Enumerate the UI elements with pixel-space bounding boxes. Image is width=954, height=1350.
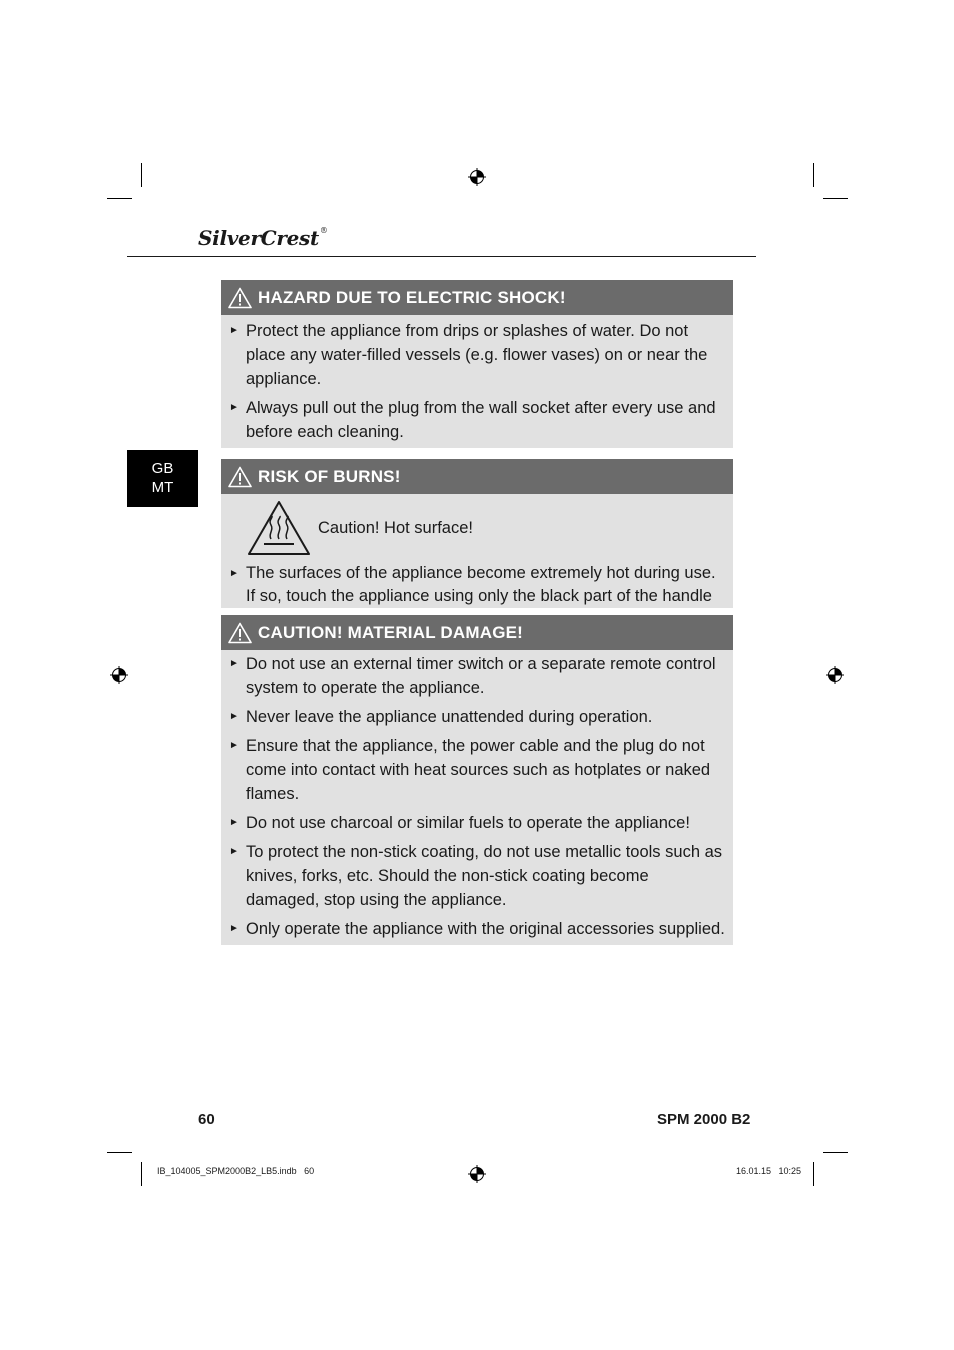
bullet-list — [221, 562, 733, 608]
crop-mark — [141, 163, 142, 187]
list-item: ► Never leave the appliance unattended during operation. — [221, 705, 733, 729]
brand-logo — [198, 226, 328, 250]
section-heading: CAUTION! MATERIAL DAMAGE! — [258, 622, 524, 642]
bullet-arrow-icon: ► — [229, 846, 239, 857]
trademark: ® — [319, 226, 328, 235]
list-item: ► Do not use an external timer switch or a separate remote control system to operate the appliance. — [221, 652, 733, 700]
bullet-arrow-icon: ► — [229, 923, 239, 934]
warning-header — [221, 615, 733, 650]
model-number: SPM 2000 B2 — [657, 1111, 751, 1128]
language-tab — [127, 450, 198, 507]
section-heading: RISK OF BURNS! — [258, 466, 401, 486]
registration-mark-icon — [468, 1165, 486, 1183]
crop-mark — [141, 1162, 142, 1186]
crop-mark — [813, 1162, 814, 1186]
bullet-arrow-icon: ► — [229, 658, 239, 669]
list-item: ► Do not use charcoal or similar fuels to operate the appliance! — [221, 811, 733, 835]
registration-mark-icon — [468, 168, 486, 186]
bullet-arrow-icon: ► — [229, 740, 239, 751]
registration-mark-icon — [110, 666, 128, 684]
bullet-list — [221, 315, 733, 444]
print-slug-file: IB_104005_SPM2000B2_LB5.indb 60 — [157, 1166, 315, 1176]
print-slug-datetime: 16.01.15 10:25 — [736, 1166, 802, 1176]
hot-surface-icon — [246, 499, 312, 557]
crop-mark — [823, 1152, 848, 1153]
warning-box-material-damage — [221, 615, 733, 945]
warning-header — [221, 459, 733, 494]
list-item: ► Ensure that the appliance, the power cable and the plug do not come into contact with heat sources such as hotplates or naked flames. — [221, 734, 733, 806]
language-code-mt: MT — [151, 479, 174, 496]
warning-box-burns — [221, 459, 733, 608]
bullet-list — [221, 650, 733, 941]
bullet-arrow-icon: ► — [229, 325, 239, 336]
list-item: ► The surfaces of the appliance become extremely hot during use. If so, touch the appliance using only the black part of the handle — [229, 564, 716, 605]
warning-triangle-icon — [228, 287, 252, 309]
crop-mark — [107, 198, 132, 199]
hot-surface-caption: Caution! Hot surface! — [318, 518, 473, 537]
bullet-arrow-icon: ► — [229, 711, 239, 722]
crop-mark — [823, 198, 848, 199]
warning-triangle-icon — [228, 466, 252, 488]
bullet-arrow-icon: ► — [229, 568, 239, 579]
language-code-gb: GB — [151, 460, 174, 477]
bullet-arrow-icon: ► — [229, 402, 239, 413]
warning-box-electric-shock — [221, 280, 733, 448]
bullet-arrow-icon: ► — [229, 817, 239, 828]
list-item: ► Only operate the appliance with the original accessories supplied. — [221, 917, 733, 941]
crop-mark — [107, 1152, 132, 1153]
warning-header — [221, 280, 733, 315]
registration-mark-icon — [826, 666, 844, 684]
crop-mark — [813, 163, 814, 187]
header-rule — [127, 256, 756, 257]
list-item: ► Protect the appliance from drips or splashes of water. Do not place any water-filled vessels (e.g. flower vases) on or near the appliance. — [221, 319, 733, 391]
page-number: 60 — [198, 1111, 215, 1128]
list-item: ► Always pull out the plug from the wall socket after every use and before each cleaning. — [221, 396, 733, 444]
warning-triangle-icon — [228, 622, 252, 644]
list-item: ► To protect the non-stick coating, do not use metallic tools such as knives, forks, etc. Should the non-stick coating become damaged, stop using the appliance. — [221, 840, 733, 912]
section-heading: HAZARD DUE TO ELECTRIC SHOCK! — [258, 287, 566, 307]
hot-surface-symbol-row — [221, 494, 733, 562]
brand-name: SilverCrest — [198, 226, 319, 250]
